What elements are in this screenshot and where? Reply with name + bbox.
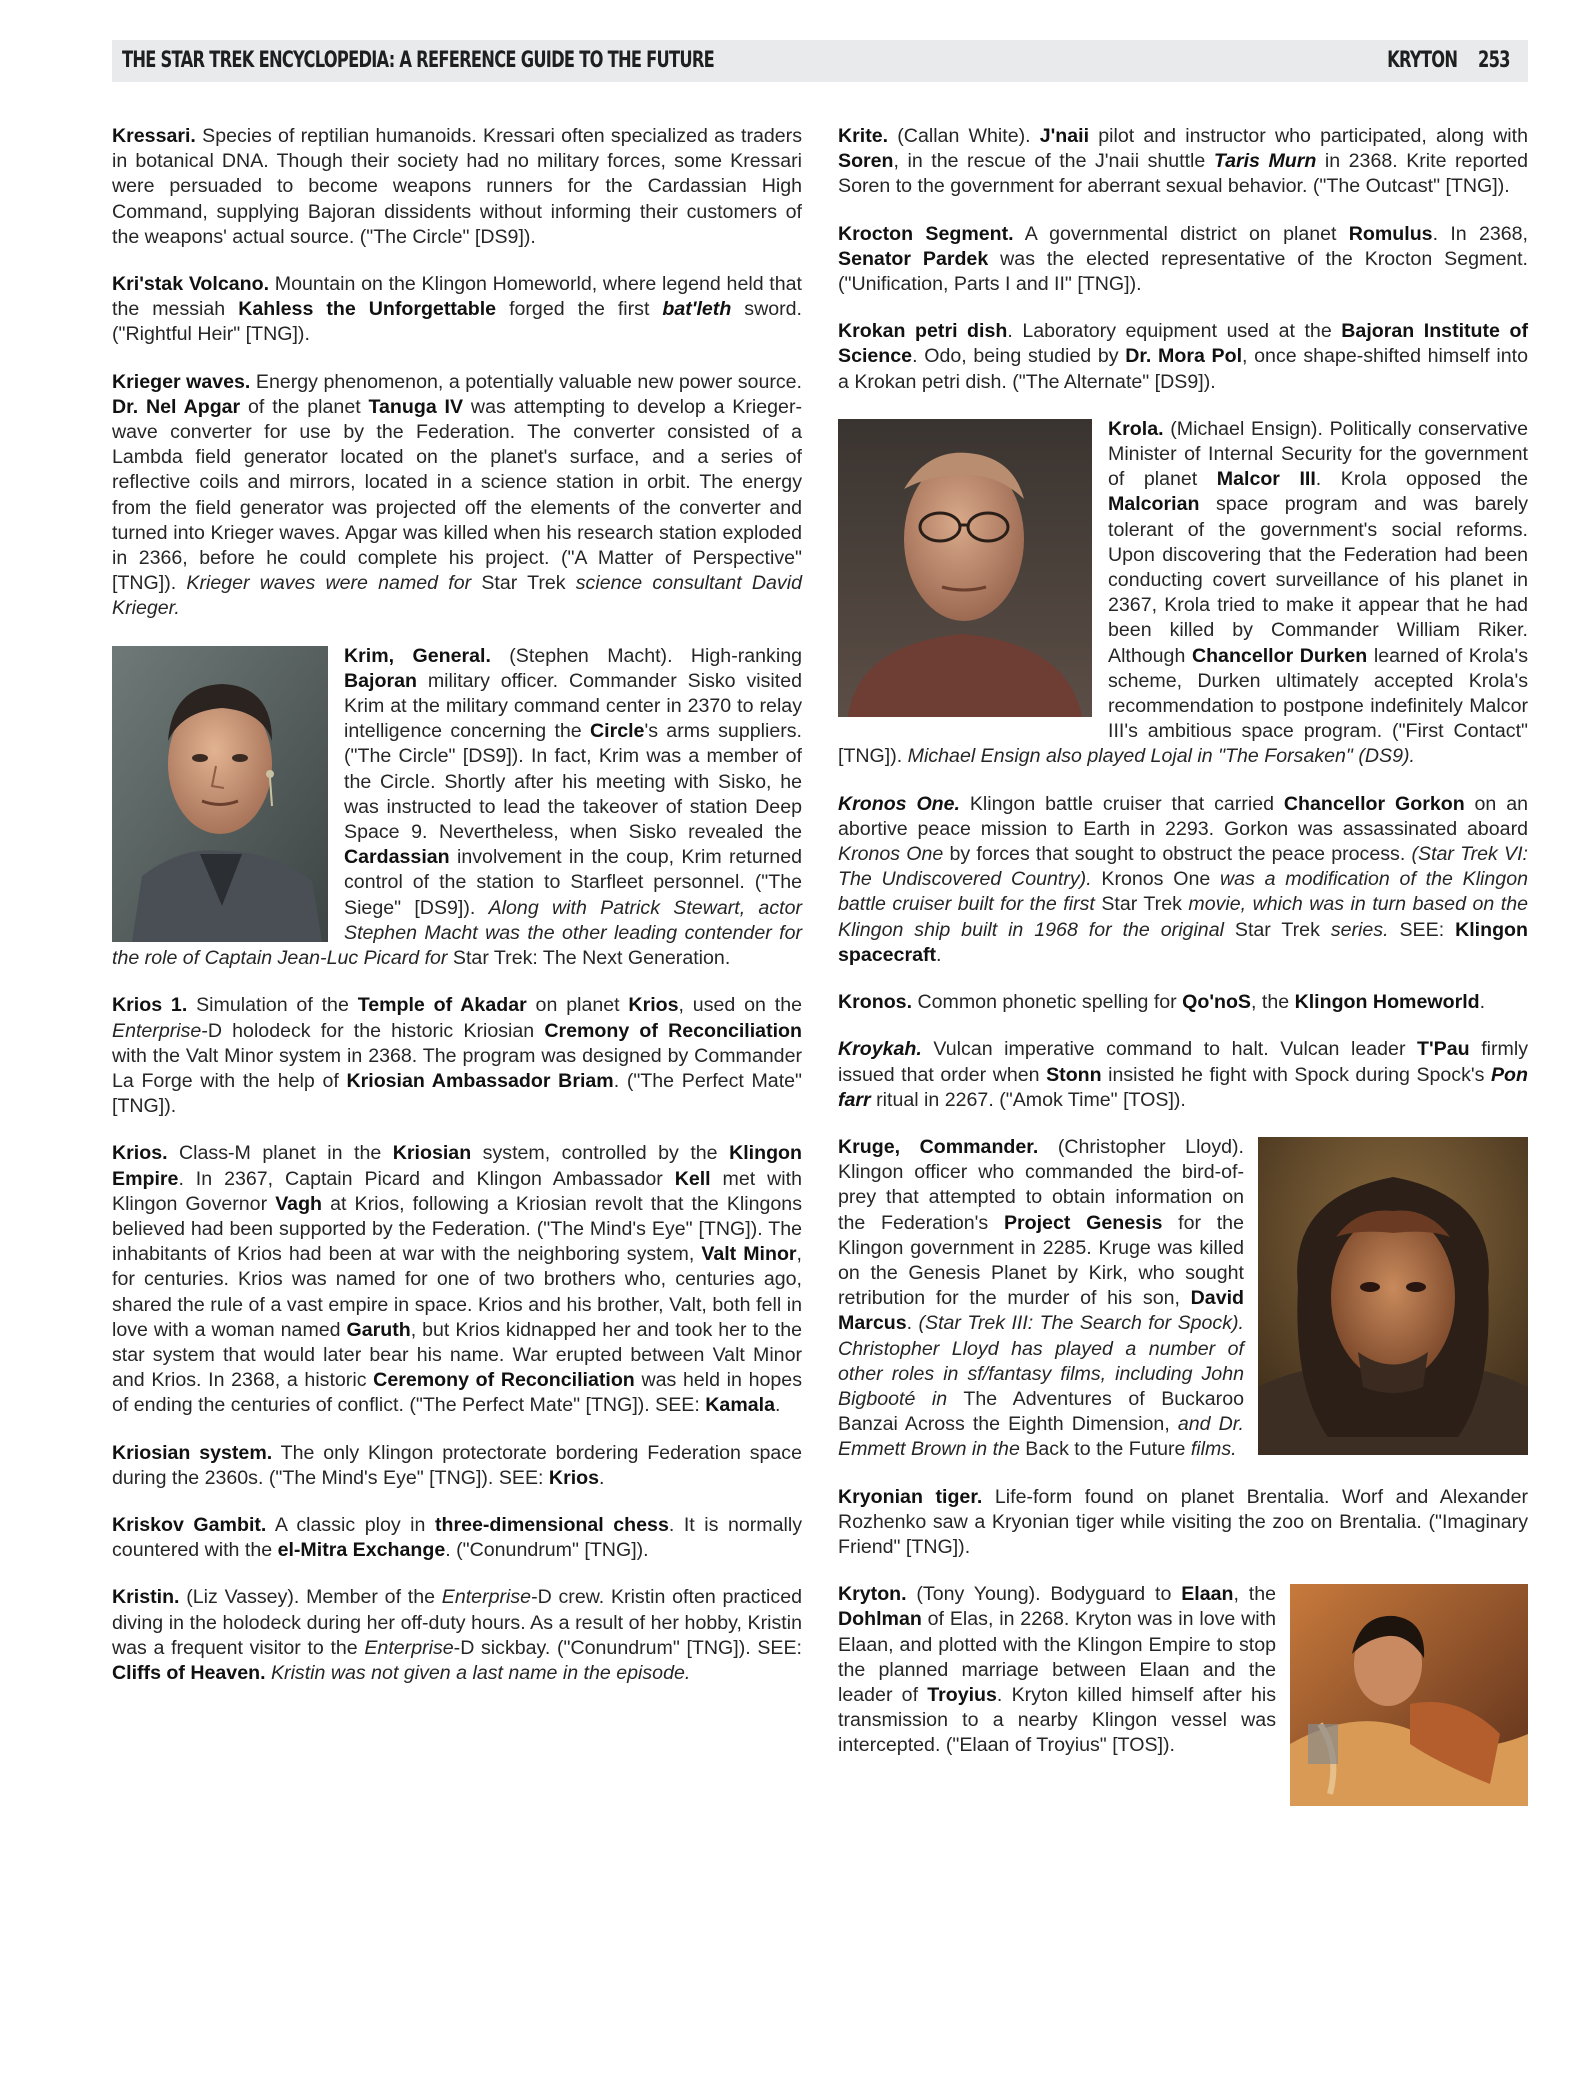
entry-kroykah: Kroykah. Vulcan imperative command to halt. Vulcan leader T'Pau firmly issued that order when Stonn insisted he fight with Spock during Spock's Pon farr ritual in 2267. ("Amok Time" [TOS]). bbox=[838, 1038, 1528, 1111]
cross-reference: David Marcus bbox=[838, 1287, 1244, 1335]
entry-krocton-segment: Krocton Segment. A governmental district on planet Romulus. In 2368, Senator Pardek was the elected representative of the Krocton Segment. ("Unification, Parts I and II" [TNG]). bbox=[838, 222, 1529, 296]
running-header bbox=[112, 40, 1528, 82]
headword: Krim, General. bbox=[344, 644, 491, 667]
cross-reference: Kriosian bbox=[392, 1142, 472, 1165]
headword: Kroykah. bbox=[838, 1038, 922, 1061]
guide-word: KRYTON bbox=[1387, 48, 1458, 73]
cross-reference: Kriosian Ambassador Briam bbox=[346, 1069, 614, 1092]
cross-reference: Bajoran bbox=[344, 669, 417, 692]
headword: Kronos One. bbox=[838, 792, 960, 815]
headword: Krokan petri dish bbox=[838, 320, 1008, 343]
cross-reference: Cliffs of Heaven. bbox=[112, 1661, 266, 1684]
headword: Kruge, Commander. bbox=[838, 1135, 1039, 1158]
cross-reference: T'Pau bbox=[1417, 1038, 1470, 1061]
entry-krim-general: Krim, General. (Stephen Macht). High-ranking Bajoran military officer. Commander Sisko visited Krim at the military command center in 2370 to relay intelligence concerning the Circle's arms suppliers. ("The Circle" [DS9]). In fact, Krim was a member of the Circle. Shortly after his meeting with Sisko, he was instructed to lead the takeover of station Deep Space 9. Nevertheless, when Sisko revealed the Cardassian involvement in the coup, Krim returned control of the station to Starfleet personnel. ("The Siege" [DS9]). Along with Patrick Stewart, actor Stephen Macht was the other leading contender for the role of Captain Jean-Luc Picard for Star Trek: The Next Generation. bbox=[112, 644, 802, 970]
cross-reference: Elaan bbox=[1181, 1583, 1234, 1606]
cross-reference: el-Mitra Exchange bbox=[277, 1539, 446, 1562]
headword: Kryonian tiger. bbox=[838, 1485, 983, 1508]
entry-kruge-commander: Kruge, Commander. (Christopher Lloyd). Klingon officer who commanded the bird-of-prey that attempted to obtain information on the Federation's Project Genesis for the Klingon government in 2285. Kruge was killed on the Genesis Planet by Kirk, who sought retribution for the murder of his son, David Marcus. (Star Trek III: The Search for Spock). Christopher Lloyd has played a number of other roles in sf/fantasy films, including John Bigbooté in The Adventures of Buckaroo Banzai Across the Eighth Dimension, and Dr. Emmett Brown in the Back to the Future films. bbox=[838, 1135, 1528, 1463]
cross-reference: Dr. Nel Apgar bbox=[112, 395, 241, 418]
cross-reference: Malcorian bbox=[1108, 493, 1200, 516]
cross-reference: Tanuga IV bbox=[368, 395, 464, 418]
headword: Kri'stak Volcano. bbox=[112, 273, 270, 296]
cross-reference: Taris Murn bbox=[1213, 150, 1317, 173]
entry-krios-1: Krios 1. Simulation of the Temple of Akadar on planet Krios, used on the Enterprise-D holodeck for the historic Kriosian Cremony of Reconciliation with the Valt Minor system in 2368. The program was designed by Commander La Forge with the help of Kriosian Ambassador Briam. ("The Perfect Mate" [TNG]). bbox=[112, 994, 803, 1118]
entry-krios: Krios. Class-M planet in the Kriosian system, controlled by the Klingon Empire. In 2367, Captain Picard and Klingon Ambassador Kell met with Klingon Governor Vagh at Krios, following a Kriosian revolt that the Klingons believed had been supported by the Federation. ("The Mind's Eye" [TNG]). The inhabitants of Krios had been at war with the neighboring system, Valt Minor, for centuries. Krios was named for one of two brothers who, centuries ago, shared the rule of a vast empire in space. Krios and his brother, Valt, both fell in love with a woman named Garuth, but Krios kidnapped her and took her to the star system that would later bear his name. War erupted between Valt Minor and Krios. In 2368, a historic Ceremony of Reconciliation was held in hopes of ending the centuries of conflict. ("The Perfect Mate" [TNG]). SEE: Kamala. bbox=[112, 1142, 802, 1417]
entry-kriskov-gambit: Kriskov Gambit. A classic ploy in three-dimensional chess. It is normally countered with the el-Mitra Exchange. ("Conundrum" [TNG]). bbox=[112, 1513, 802, 1562]
entry-kryton: Kryton. (Tony Young). Bodyguard to Elaan, the Dohlman of Elas, in 2268. Kryton was in love with Elaan, and plotted with the Klingon Empire to stop the planned marriage between Elaan and the leader of Troyius. Kryton killed himself after his transmission to a nearby Klingon vessel was intercepted. ("Elaan of Troyius" [TOS]). bbox=[838, 1582, 1528, 1810]
entry-krola: Krola. (Michael Ensign). Politically conservative Minister of Internal Security for the government of planet Malcor III. Krola opposed the Malcorian space program and was barely tolerant of the government's social reforms. Upon discovering that the Federation had been conducting covert surveillance of his planet in 2367, Krola tried to make it appear that he had been killed by Commander William Riker. Although Chancellor Durken learned of Krola's scheme, Durken ultimately accepted Krola's recommendation to postpone indefinitely Malcor III's ambitious space program. ("First Contact" [TNG]). Michael Ensign also played Lojal in "The Forsaken" (DS9). bbox=[838, 417, 1528, 768]
header-right bbox=[1387, 48, 1510, 73]
headword: Kryton. bbox=[838, 1583, 907, 1606]
cross-reference: Qo'noS bbox=[1182, 991, 1251, 1014]
headword: Krios 1. bbox=[112, 994, 188, 1017]
cross-reference: Vagh bbox=[275, 1192, 323, 1215]
entry-kriosian-system: Kriosian system. The only Klingon protectorate bordering Federation space during the 2360s. ("The Mind's Eye" [TNG]). SEE: Krios. bbox=[112, 1441, 802, 1489]
left-column bbox=[112, 124, 802, 1708]
entry-kronos: Kronos. Common phonetic spelling for Qo'noS, the Klingon Homeworld. bbox=[838, 991, 1486, 1014]
cross-reference: Bajoran Institute of Science bbox=[838, 320, 1528, 368]
cross-reference: three-dimensional chess bbox=[434, 1513, 669, 1536]
cross-reference: Circle bbox=[590, 720, 645, 743]
book-title: THE STAR TREK ENCYCLOPEDIA: A REFERENCE GUIDE TO THE FUTURE bbox=[122, 48, 715, 73]
cross-reference: Temple of Akadar bbox=[357, 994, 527, 1017]
cross-reference: bat'leth bbox=[662, 298, 732, 321]
cross-reference: Kell bbox=[674, 1167, 711, 1190]
krim-portrait-photo bbox=[112, 646, 328, 942]
cross-reference: Soren bbox=[838, 150, 894, 173]
kruge-portrait-photo bbox=[1258, 1137, 1528, 1455]
headword: Krola. bbox=[1108, 417, 1164, 440]
entry-kristak-volcano: Kri'stak Volcano. Mountain on the Klingon Homeworld, where legend held that the messiah Kahless the Unforgettable forged the first bat'leth sword. ("Rightful Heir" [TNG]). bbox=[112, 273, 802, 346]
cross-reference: Klingon spacecraft bbox=[838, 918, 1528, 966]
cross-reference: Troyius bbox=[927, 1683, 997, 1706]
entry-krokan-petri-dish: Krokan petri dish. Laboratory equipment used at the Bajoran Institute of Science. Odo, being studied by Dr. Mora Pol, once shape-shifted himself into a Krokan petri dish. ("The Alternate" [DS9]). bbox=[838, 320, 1528, 393]
headword: Kressari. bbox=[112, 125, 196, 147]
cross-reference: Krios bbox=[548, 1466, 600, 1489]
headword: Krieger waves. bbox=[112, 370, 251, 393]
entry-kressari: Kressari. Species of reptilian humanoids. Kressari often specialized as traders in botanical DNA. Though their society had no military forces, some Kressari were persuaded to become weapons runners for the Cardassian High Command, supplying Bajoran dissidents without informing their customers of the weapons' actual source. ("The Circle" [DS9]). bbox=[112, 125, 802, 248]
krola-portrait-photo bbox=[838, 419, 1092, 717]
entry-kryonian-tiger: Kryonian tiger. Life-form found on planet Brentalia. Worf and Alexander Rozhenko saw a Kryonian tiger while visiting the zoo on Brentalia. ("Imaginary Friend" [TNG]). bbox=[838, 1485, 1528, 1558]
entry-krite: Krite. (Callan White). J'naii pilot and instructor who participated, along with Soren, in the rescue of the J'naii shuttle Taris Murn in 2368. Krite reported Soren to the government for aberrant sexual behavior. ("The Outcast" [TNG]). bbox=[838, 125, 1528, 198]
headword: Krios. bbox=[112, 1142, 168, 1165]
headword: Kronos. bbox=[838, 991, 913, 1014]
entry-kronos-one: Kronos One. Klingon battle cruiser that carried Chancellor Gorkon on an abortive peace mission to Earth in 2293. Gorkon was assassinated aboard Kronos One by forces that sought to obstruct the peace process. (Star Trek VI: The Undiscovered Country). Kronos One was a modification of the Klingon battle cruiser built for the first Star Trek movie, which was in turn based on the Klingon ship built in 1968 for the original Star Trek series. SEE: Klingon spacecraft. bbox=[838, 792, 1528, 966]
headword: Krocton Segment. bbox=[838, 222, 1014, 245]
entry-krieger-waves: Krieger waves. Energy phenomenon, a potentially valuable new power source. Dr. Nel Apgar of the planet Tanuga IV was attempting to develop a Krieger-wave converter for use by the Federation. The converter consisted of a Lambda field generator located on the planet's surface, and a series of reflective coils and mirrors, located in a science station in orbit. The energy from the field generator was projected off the elements of the converter and turned into Krieger waves. Apgar was killed when his research station exploded in 2366, before he could complete his project. ("A Matter of Perspective" [TNG]). Krieger waves were named for Star Trek science consultant David Krieger. bbox=[112, 370, 802, 620]
cross-reference: J'naii bbox=[1039, 125, 1090, 147]
cross-reference: Dr. Mora Pol bbox=[1125, 345, 1243, 368]
cross-reference: Garuth bbox=[346, 1318, 411, 1341]
headword: Krite. bbox=[838, 125, 889, 147]
cross-reference: Klingon Empire bbox=[112, 1142, 802, 1190]
cross-reference: Krios bbox=[628, 994, 679, 1017]
headword: Kristin. bbox=[112, 1586, 180, 1609]
cross-reference: Cremony of Reconciliation bbox=[544, 1019, 802, 1042]
cross-reference: Valt Minor bbox=[701, 1243, 797, 1266]
cross-reference: Malcor III bbox=[1216, 468, 1316, 491]
cross-reference: Project Genesis bbox=[1003, 1211, 1163, 1234]
cross-reference: Kahless the Unforgettable bbox=[238, 298, 497, 321]
cross-reference: Senator Pardek bbox=[838, 247, 989, 270]
cross-reference: Stonn bbox=[1046, 1063, 1102, 1086]
headword: Kriosian system. bbox=[112, 1441, 273, 1464]
page-number: 253 bbox=[1478, 48, 1510, 73]
cross-reference: Cardassian bbox=[344, 846, 450, 869]
cross-reference: Chancellor Gorkon bbox=[1283, 792, 1465, 815]
right-column bbox=[838, 124, 1528, 1832]
cross-reference: Dohlman bbox=[838, 1608, 922, 1631]
cross-reference: Romulus bbox=[1348, 222, 1433, 245]
kryton-portrait-photo bbox=[1290, 1584, 1528, 1806]
cross-reference: Klingon Homeworld bbox=[1294, 991, 1480, 1014]
cross-reference: Pon farr bbox=[838, 1063, 1528, 1111]
headword: Kriskov Gambit. bbox=[112, 1513, 267, 1536]
cross-reference: Kamala bbox=[705, 1394, 775, 1417]
cross-reference: Ceremony of Reconciliation bbox=[373, 1369, 635, 1392]
entry-kristin: Kristin. (Liz Vassey). Member of the Enterprise-D crew. Kristin often practiced diving in the holodeck during her off-duty hours. As a result of her hobby, Kristin was a frequent visitor to the Enterprise-D sickbay. ("Conundrum" [TNG]). SEE: Cliffs of Heaven. Kristin was not given a last name in the episode. bbox=[112, 1586, 802, 1684]
cross-reference: Chancellor Durken bbox=[1191, 644, 1368, 667]
